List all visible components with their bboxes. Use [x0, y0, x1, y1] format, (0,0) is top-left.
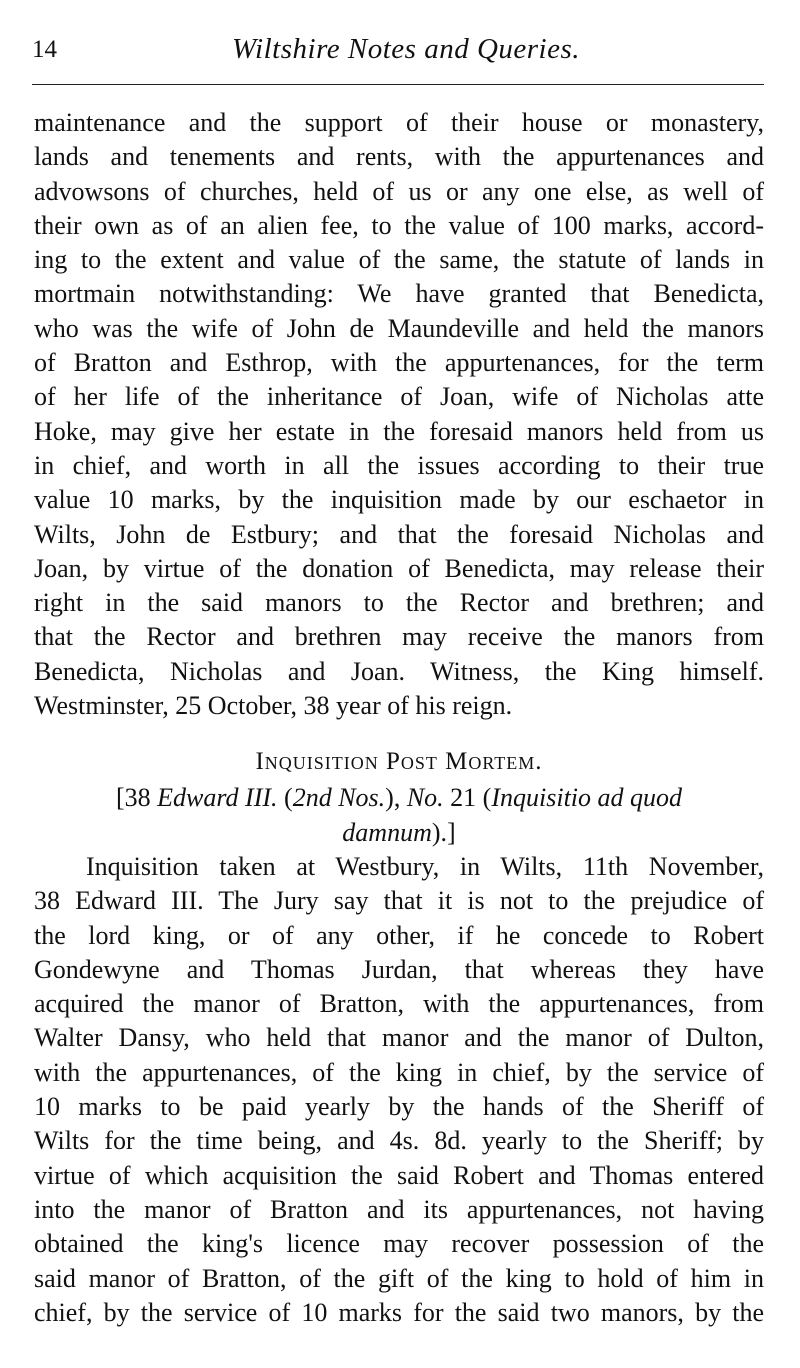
text-line: 10 marks to be paid yearly by the hands of the Sheriff of	[34, 1092, 764, 1122]
text-line: of Bratton and Esthrop, with the appurtenances, for the term	[34, 348, 764, 378]
text-line: maintenance and the support of their house or monastery,	[34, 108, 764, 137]
citation-text: Inquisitio ad quod	[491, 783, 683, 813]
text-line: the lord king, or of any other, if he concede to Robert	[34, 920, 764, 950]
citation-text: [38	[115, 783, 158, 813]
header-rule	[32, 84, 764, 85]
running-head	[32, 30, 764, 70]
text-line: chief, by the service of 10 marks for the said two manors, by the	[34, 1297, 764, 1327]
citation-line	[34, 816, 764, 850]
text-line: who was the wife of John de Maundeville and held the manors	[34, 313, 764, 343]
citation-text: Edward III.	[157, 783, 278, 813]
text-line: into the manor of Bratton and its appurtenances, not having	[34, 1194, 764, 1224]
text-line: Wilts for the time being, and 4s. 8d. yearly to the Sheriff; by	[34, 1126, 764, 1156]
text-line: Joan, by virtue of the donation of Benedicta, may release their	[34, 553, 764, 583]
citation-text: damnum	[342, 817, 432, 847]
citation-text: ),	[385, 783, 407, 813]
text-line: Benedicta, Nicholas and Joan. Witness, the King himself.	[34, 656, 764, 686]
text-line: with the appurtenances, of the king in chief, by the service of	[34, 1057, 764, 1087]
text-line: virtue of which acquisition the said Robert and Thomas entered	[34, 1160, 764, 1190]
citation-text: No.	[406, 783, 444, 813]
text-line: 38 Edward III. The Jury say that it is not to the prejudice of	[34, 886, 764, 916]
text-line: lands and tenements and rents, with the appurtenances and	[34, 142, 764, 172]
text-line: obtained the king's licence may recover possession of the	[34, 1229, 764, 1259]
text-line: in chief, and worth in all the issues according to their true	[34, 450, 764, 480]
text-line: Hoke, may give her estate in the foresaid manors held from us	[34, 416, 764, 446]
body-text	[34, 106, 764, 1330]
text-line: said manor of Bratton, of the gift of the king to hold of him in	[34, 1263, 764, 1293]
text-line: Inquisition taken at Westbury, in Wilts, 11th November,	[86, 851, 764, 881]
text-line: mortmain notwithstanding: We have granted that Benedicta,	[34, 279, 764, 309]
page-number: 14	[32, 36, 57, 63]
citation	[34, 781, 764, 850]
text-line: advowsons of churches, held of us or any one else, as well of	[34, 176, 764, 206]
text-line: value 10 marks, by the inquisition made by our eschaetor in	[34, 485, 764, 515]
section-heading: Inquisition Post Mortem.	[255, 748, 543, 776]
text-line: their own as of an alien fee, to the value of 100 marks, accord-	[34, 210, 764, 240]
running-title: Wiltshire Notes and Queries.	[232, 33, 581, 65]
text-line: that the Rector and brethren may receive the manors from	[34, 622, 764, 652]
citation-text: ).]	[431, 817, 456, 847]
text-line: of her life of the inheritance of Joan, wife of Nicholas atte	[34, 382, 764, 412]
text-line: Gondewyne and Thomas Jurdan, that whereas they have	[34, 954, 764, 984]
citation-line	[34, 781, 764, 815]
citation-text: (	[277, 783, 293, 813]
citation-text: 2nd Nos.	[292, 783, 386, 813]
text-line: acquired the manor of Bratton, with the appurtenances, from	[34, 989, 764, 1019]
text-line: Walter Dansy, who held that manor and the manor of Dulton,	[34, 1023, 764, 1053]
text-line: Westminster, 25 October, 38 year of his reign.	[34, 691, 513, 721]
paragraph-grant	[34, 106, 764, 723]
citation-text: 21 (	[443, 783, 492, 813]
text-line: right in the said manors to the Rector and brethren; and	[34, 588, 764, 618]
paragraph-inquisition	[34, 850, 764, 1330]
text-line: Wilts, John de Estbury; and that the foresaid Nicholas and	[34, 519, 764, 549]
text-line: ing to the extent and value of the same, the statute of lands in	[34, 245, 764, 275]
